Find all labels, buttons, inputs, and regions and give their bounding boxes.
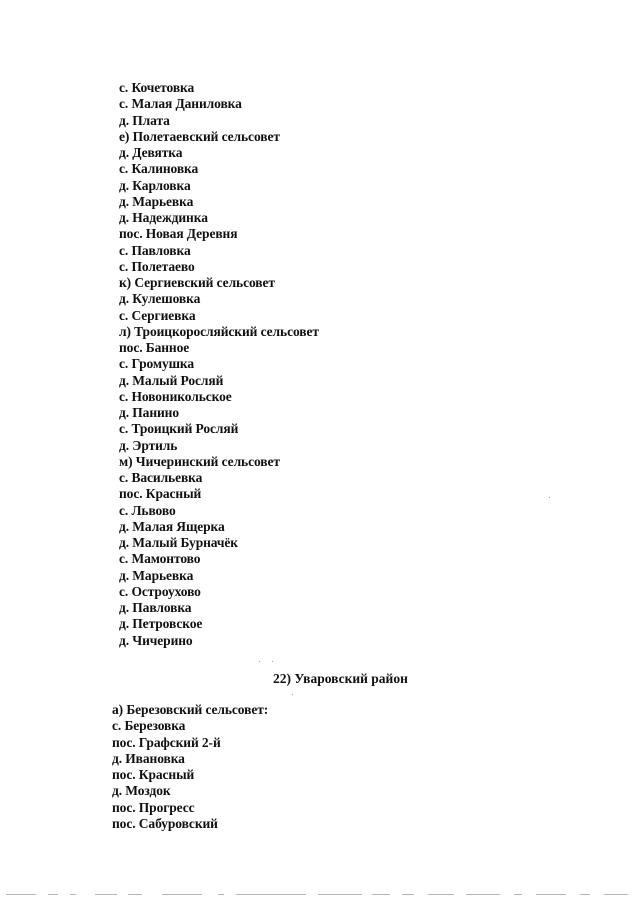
list-item: пос. Новая Деревня bbox=[119, 226, 238, 242]
scan-speck bbox=[549, 497, 550, 498]
list-item: е) Полетаевский сельсовет bbox=[119, 128, 280, 144]
scan-speck bbox=[259, 661, 260, 662]
list-item: с. Сергиевка bbox=[119, 307, 196, 323]
list-item: л) Троицкоросляйский сельсовет bbox=[119, 323, 319, 339]
locality-list-2 bbox=[112, 702, 268, 832]
list-item: с. Березовка bbox=[112, 718, 186, 734]
list-item: д. Малый Бурначёк bbox=[119, 535, 238, 550]
list-item: д. Эртиль bbox=[119, 437, 178, 453]
list-item: с. Остроухово bbox=[119, 583, 201, 599]
list-item: с. Громушка bbox=[119, 356, 195, 372]
list-item: д. Петровское bbox=[119, 616, 203, 632]
list-item: пос. Сабуровский bbox=[112, 815, 218, 831]
list-item: д. Марьевка bbox=[119, 567, 194, 583]
list-item: д. Ивановка bbox=[112, 750, 185, 766]
list-item: д. Плата bbox=[119, 112, 170, 128]
list-item: с. Васильевка bbox=[119, 470, 203, 485]
list-item: д. Павловка bbox=[119, 600, 192, 615]
list-item: д. Моздок bbox=[112, 783, 171, 799]
list-item: с. Новоникольское bbox=[119, 388, 232, 404]
scan-edge-noise bbox=[0, 893, 640, 896]
list-item: д. Девятка bbox=[119, 145, 183, 160]
list-item: пос. Банное bbox=[119, 340, 190, 355]
list-item: д. Малая Ящерка bbox=[119, 518, 225, 534]
list-item: с. Мамонтово bbox=[119, 551, 201, 567]
district-heading: 22) Уваровский район bbox=[273, 671, 408, 686]
locality-list-1 bbox=[119, 80, 319, 649]
list-item: с. Калиновка bbox=[119, 161, 199, 177]
scan-speck bbox=[292, 694, 293, 695]
list-item: а) Березовский сельсовет: bbox=[112, 702, 269, 717]
list-item: д. Кулешовка bbox=[119, 291, 201, 307]
list-item: д. Чичерино bbox=[119, 632, 193, 648]
list-item: с. Полетаево bbox=[119, 258, 195, 274]
list-item: пос. Графский 2-й bbox=[112, 734, 221, 750]
list-item: д. Надеждинка bbox=[119, 210, 208, 225]
list-item: с. Павловка bbox=[119, 242, 191, 258]
list-item: с. Троицкий Росляй bbox=[119, 421, 239, 437]
scan-speck bbox=[272, 661, 273, 662]
list-item: д. Карловка bbox=[119, 177, 191, 193]
list-item: с. Львово bbox=[119, 502, 176, 518]
list-item: д. Марьевка bbox=[119, 193, 194, 209]
list-item: д. Малый Росляй bbox=[119, 372, 224, 388]
list-item: д. Панино bbox=[119, 405, 180, 420]
list-item: с. Малая Даниловка bbox=[119, 96, 242, 112]
list-item: с. Кочетовка bbox=[119, 80, 195, 95]
list-item: к) Сергиевский сельсовет bbox=[119, 275, 275, 290]
list-item: пос. Красный bbox=[119, 486, 202, 502]
list-item: пос. Красный bbox=[112, 767, 195, 782]
list-item: м) Чичеринский сельсовет bbox=[119, 453, 280, 469]
list-item: пос. Прогресс bbox=[112, 799, 195, 815]
